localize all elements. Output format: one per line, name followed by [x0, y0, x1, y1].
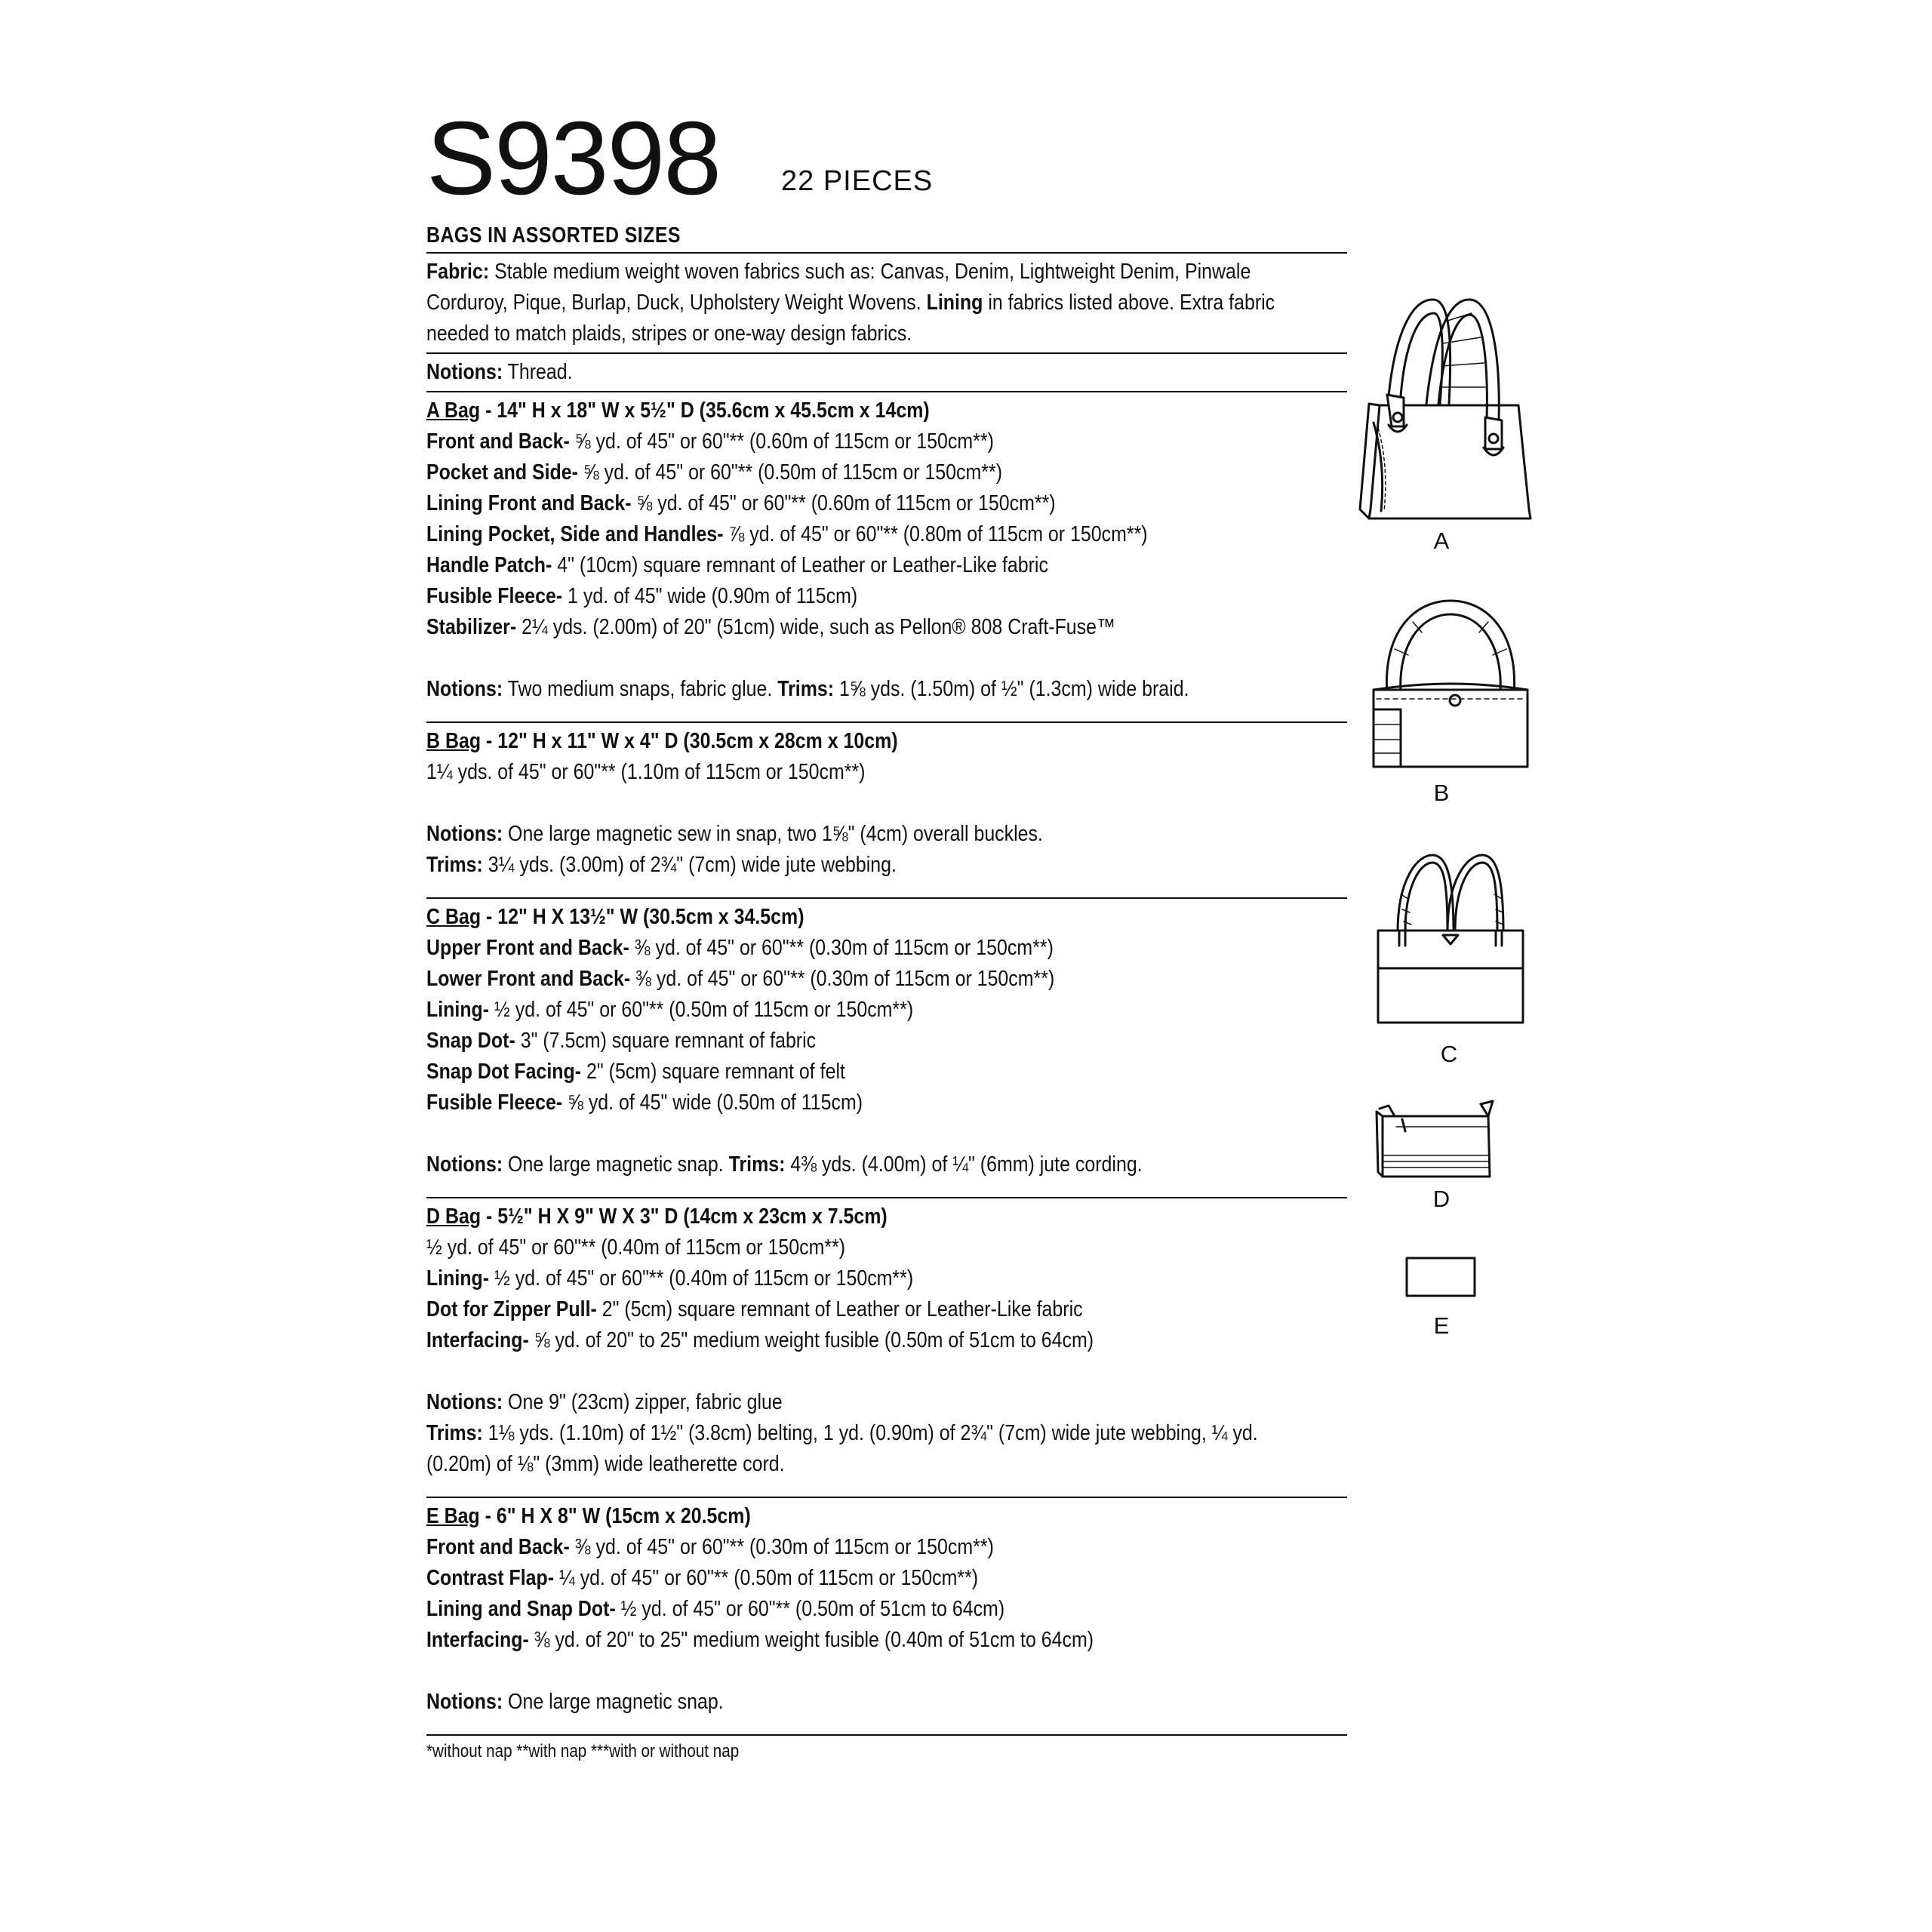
bag-e-illustration [1405, 1257, 1476, 1297]
list-item: Snap Dot Facing- 2" (5cm) square remnant of felt [426, 1060, 845, 1084]
piece-count: 22 PIECES [781, 165, 934, 197]
view-d-label: D [1432, 1186, 1451, 1212]
view-b-label: B [1433, 780, 1450, 806]
view-a-label: A [1433, 528, 1450, 554]
bag-b-section: B Bag - 12" H x 11" W x 4" D (30.5cm x 28cm x 10cm) 1¼ yds. of 45" or 60"** (1.10m of 115cm or 150cm**) Notions: One large magnetic sew in snap, two 1⅝" (4cm) overall buckles. Trims: 3¼ yds. (3.00m) of 2¾" (7cm) wide jute webbing. [426, 729, 1043, 877]
pattern-number: S9398 [426, 100, 721, 217]
bag-d-section: D Bag - 5½" H X 9" W X 3" D (14cm x 23cm x 7.5cm) ½ yd. of 45" or 60"** (0.40m of 115cm or 150cm**) Lining- ½ yd. of 45" or 60"** (0.40m of 115cm or 150cm**) Dot for Zipper Pull- 2" (5cm) square remnant of Leather or Leather-Like fabric Interfacing- ⅝ yd. of 20" to 25" medium weight fusible (0.50m of 51cm to 64cm) Notions: One 9" (23cm) zipper, fabric glue Trims: 1⅛ yds. (1.10m) of 1½" (3.8cm) belting, 1 yd. (0.90m) of 2¾" (7cm) wide jute webbing, ¼ yd. (0.20m) of ⅛" (3mm) wide leatherette cord. [426, 1198, 1347, 1497]
yardage-column [426, 219, 1347, 1764]
list-item: Stabilizer- 2¼ yds. (2.00m) of 20" (51cm) wide, such as Pellon® 808 Craft-Fuse™ [426, 615, 1115, 639]
list-item: Upper Front and Back- ⅜ yd. of 45" or 60"** (0.30m of 115cm or 150cm**) [426, 936, 1054, 960]
list-item: Lining and Snap Dot- ½ yd. of 45" or 60"** (0.50m of 51cm to 64cm) [426, 1597, 1005, 1621]
list-item: Fusible Fleece- ⅝ yd. of 45" wide (0.50m of 115cm) [426, 1091, 863, 1115]
list-item: Snap Dot- 3" (7.5cm) square remnant of fabric [426, 1029, 817, 1053]
list-item: Front and Back- ⅝ yd. of 45" or 60"** (0.60m of 115cm or 150cm**) [426, 429, 994, 454]
list-item: Lining Front and Back- ⅝ yd. of 45" or 60"** (0.60m of 115cm or 150cm**) [426, 491, 1056, 515]
list-item: Interfacing- ⅝ yd. of 20" to 25" medium weight fusible (0.50m of 51cm to 64cm) [426, 1328, 1094, 1352]
bag-d-title: D Bag [426, 1204, 481, 1229]
fabric-section: Fabric: Stable medium weight woven fabrics such as: Canvas, Denim, Lightweight Denim, Pinwale Corduroy, Pique, Burlap, Duck, Upholstery Weight Wovens. Lining in fabrics listed above. Extra fabric needed to match plaids, stripes or one-way design fabrics. [426, 260, 1275, 346]
view-c-label: C [1440, 1041, 1458, 1067]
list-item: Contrast Flap- ¼ yd. of 45" or 60"** (0.50m of 115cm or 150cm**) [426, 1566, 979, 1590]
list-item: Lining- ½ yd. of 45" or 60"** (0.40m of 115cm or 150cm**) [426, 1266, 914, 1291]
list-item: Pocket and Side- ⅝ yd. of 45" or 60"** (0.50m of 115cm or 150cm**) [426, 460, 1003, 485]
list-item: Front and Back- ⅜ yd. of 45" or 60"** (0.30m of 115cm or 150cm**) [426, 1535, 994, 1559]
list-item: Fusible Fleece- 1 yd. of 45" wide (0.90m of 115cm) [426, 584, 858, 608]
list-item: Lining- ½ yd. of 45" or 60"** (0.50m of 115cm or 150cm**) [426, 998, 914, 1022]
page-title: BAGS IN ASSORTED SIZES [426, 223, 681, 248]
list-item: Handle Patch- 4" (10cm) square remnant of Leather or Leather-Like fabric [426, 553, 1048, 577]
list-item: Lining Pocket, Side and Handles- ⅞ yd. of 45" or 60"** (0.80m of 115cm or 150cm**) [426, 522, 1148, 546]
general-notions: Notions: Thread. [426, 360, 573, 384]
nap-footnote: *without nap **with nap ***with or without nap [426, 1741, 740, 1761]
view-e-label: E [1433, 1312, 1450, 1339]
bag-b-illustration [1367, 596, 1534, 785]
bag-a-section: A Bag - 14" H x 18" W x 5½" D (35.6cm x 45.5cm x 14cm) Front and Back- ⅝ yd. of 45" or 60"** (0.60m of 115cm or 150cm**) Pocket and Side- ⅝ yd. of 45" or 60"** (0.50m of 115cm or 150cm**) Lining Front and Back- ⅝ yd. of 45" or 60"** (0.60m of 115cm or 150cm**) Lining Pocket, Side and Handles- ⅞ yd. of 45" or 60"** (0.80m of 115cm or 150cm**) Handle Patch- 4" (10cm) square remnant of Leather or Leather-Like fabric Fusible Fleece- 1 yd. of 45" wide (0.90m of 115cm) Stabilizer- 2¼ yds. (2.00m) of 20" (51cm) wide, such as Pellon® 808 Craft-Fuse™ Notions: Two medium snaps, fabric glue. Trims: 1⅝ yds. (1.50m) of ½" (1.3cm) wide braid. [426, 392, 1347, 721]
bag-c-section: C Bag - 12" H X 13½" W (30.5cm x 34.5cm) Upper Front and Back- ⅜ yd. of 45" or 60"** (0.30m of 115cm or 150cm**) Lower Front and Back- ⅜ yd. of 45" or 60"** (0.30m of 115cm or 150cm**) Lining- ½ yd. of 45" or 60"** (0.50m of 115cm or 150cm**) Snap Dot- 3" (7.5cm) square remnant of fabric Snap Dot Facing- 2" (5cm) square remnant of felt Fusible Fleece- ⅝ yd. of 45" wide (0.50m of 115cm) Notions: One large magnetic snap. Trims: 4⅜ yds. (4.00m) of ¼" (6mm) jute cording. [426, 899, 1347, 1197]
bag-c-illustration [1375, 849, 1526, 1030]
bag-a-illustration [1358, 291, 1540, 532]
bag-e-title: E Bag [426, 1504, 480, 1528]
bag-b-title: B Bag [426, 729, 481, 753]
bag-a-title: A Bag [426, 398, 481, 423]
list-item: Dot for Zipper Pull- 2" (5cm) square remnant of Leather or Leather-Like fabric [426, 1297, 1083, 1321]
bag-c-title: C Bag [426, 905, 481, 929]
header [426, 100, 1347, 217]
list-item: Lower Front and Back- ⅜ yd. of 45" or 60"** (0.30m of 115cm or 150cm**) [426, 967, 1055, 991]
bag-e-section: E Bag - 6" H X 8" W (15cm x 20.5cm) Front and Back- ⅜ yd. of 45" or 60"** (0.30m of 115cm or 150cm**) Contrast Flap- ¼ yd. of 45" or 60"** (0.50m of 115cm or 150cm**) Lining and Snap Dot- ½ yd. of 45" or 60"** (0.50m of 51cm to 64cm) Interfacing- ⅜ yd. of 20" to 25" medium weight fusible (0.40m of 51cm to 64cm) Notions: One large magnetic snap. [426, 1498, 1347, 1734]
list-item: Interfacing- ⅜ yd. of 20" to 25" medium weight fusible (0.40m of 51cm to 64cm) [426, 1628, 1094, 1652]
divider [426, 1734, 1347, 1736]
bag-d-illustration [1375, 1098, 1496, 1189]
